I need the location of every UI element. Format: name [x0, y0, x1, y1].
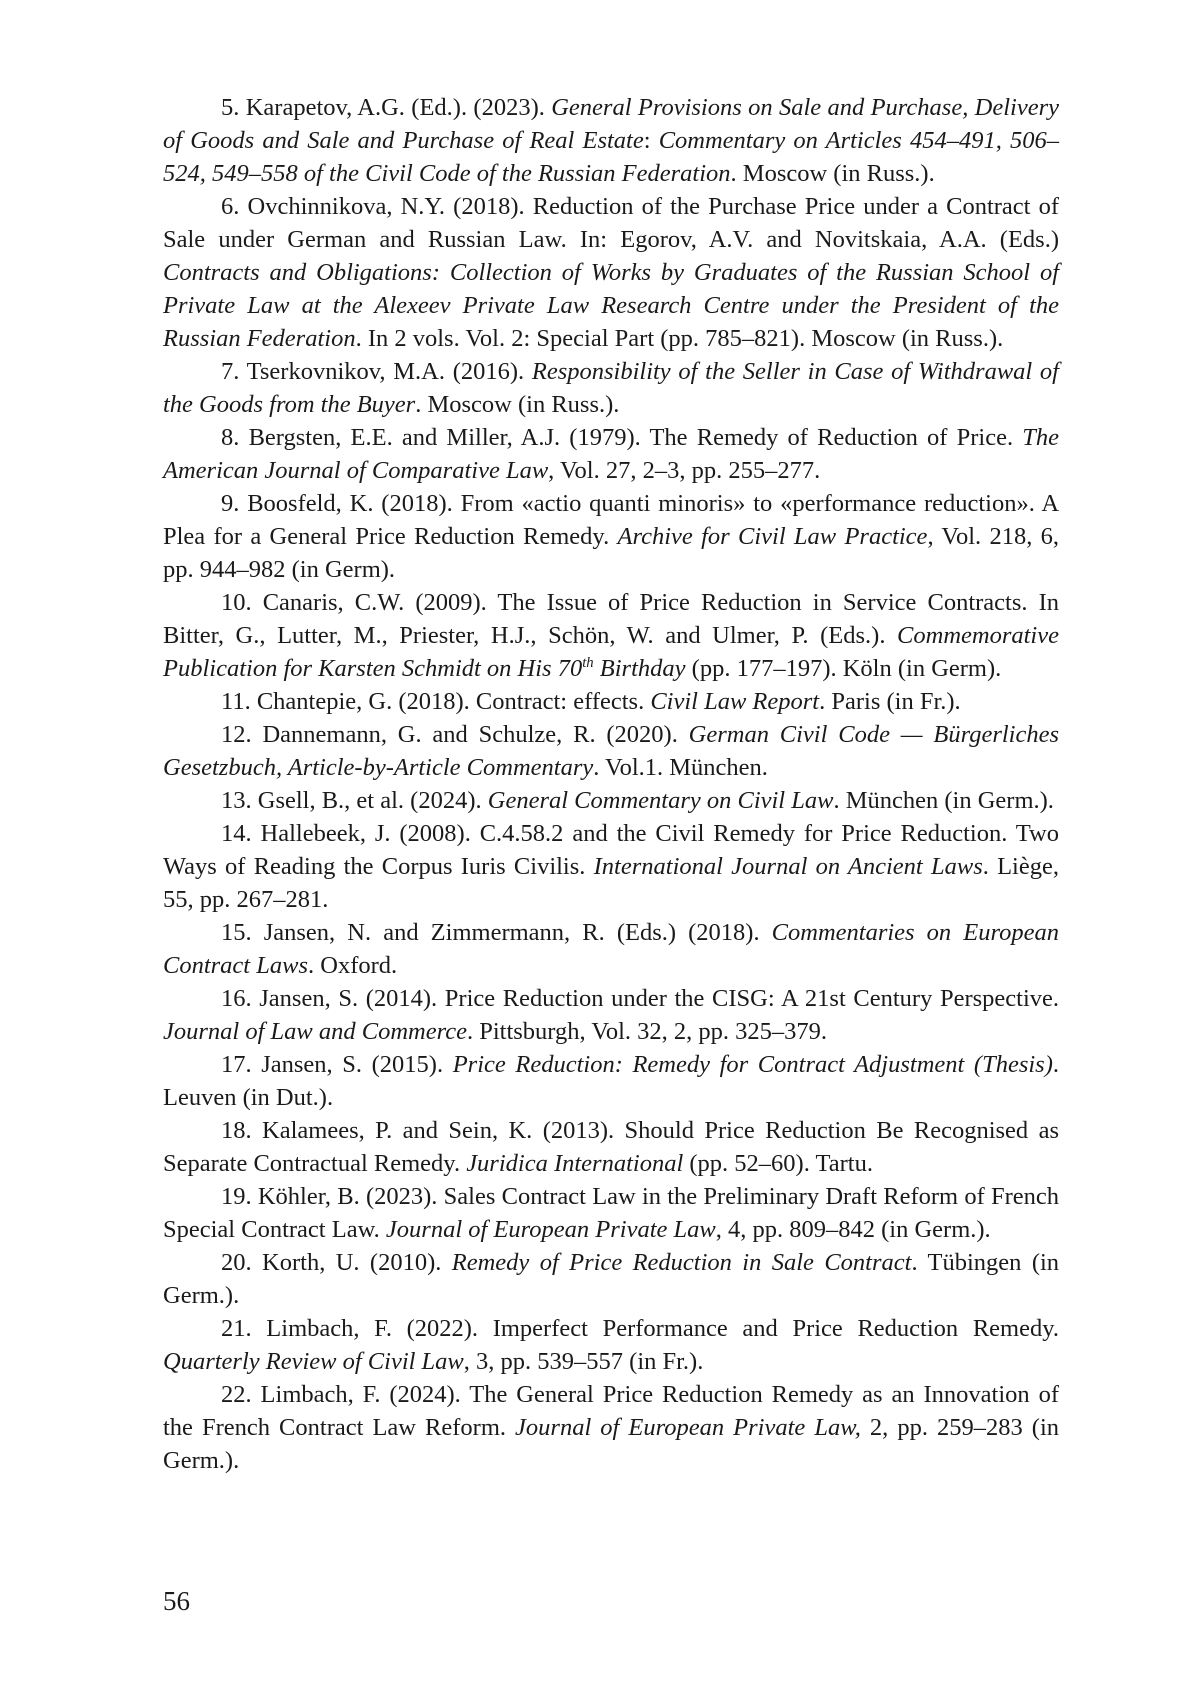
reference-item	[163, 421, 1059, 487]
reference-item	[163, 190, 1059, 355]
reference-item	[163, 355, 1059, 421]
reference-number: 14.	[221, 820, 252, 847]
reference-title: Journal of Law and Commerce	[163, 1018, 467, 1045]
reference-text: :	[644, 127, 659, 154]
reference-text: Chantepie, G. (2018). Contract: effects.	[257, 688, 650, 715]
reference-number: 12.	[221, 721, 252, 748]
reference-text: Bergsten, E.E. and Miller, A.J. (1979). The Remedy of Reduction of Price.	[249, 424, 1023, 451]
reference-title: Remedy of Price Reduction in Sale Contract	[452, 1249, 912, 1276]
reference-text: Jansen, S. (2015).	[261, 1051, 452, 1078]
reference-number: 10.	[221, 589, 252, 616]
reference-title: Responsibility of the Seller in Case of Withdrawal of the Goods from the Buyer	[163, 358, 1059, 418]
reference-text: . Oxford.	[308, 952, 397, 979]
reference-number: 15.	[221, 919, 252, 946]
reference-number: 11.	[221, 688, 251, 715]
page-number: 56	[163, 1586, 190, 1616]
reference-title: Civil Law Report	[650, 688, 819, 715]
reference-text: . Moscow (in Russ.).	[731, 160, 935, 187]
reference-number: 20.	[221, 1249, 252, 1276]
reference-item	[163, 685, 1059, 718]
reference-text: , 3, pp. 539–557 (in Fr.).	[464, 1348, 704, 1375]
reference-title: Commemorative Publication for Karsten Schmidt on His 70	[163, 622, 1059, 682]
reference-text: Karapetov, A.G. (Ed.). (2023).	[246, 94, 551, 121]
reference-number: 16.	[221, 985, 252, 1012]
reference-title: Quarterly Review of Civil Law	[163, 1348, 464, 1375]
reference-text: Korth, U. (2010).	[262, 1249, 452, 1276]
reference-item	[163, 1312, 1059, 1378]
reference-title: General Provisions on Sale and Purchase, Delivery of Goods and Sale and Purchase of Real Estate	[163, 94, 1059, 154]
reference-number: 21.	[221, 1315, 252, 1342]
reference-title: The American Journal of Comparative Law	[163, 424, 1059, 484]
reference-text: Jansen, S. (2014). Price Reduction under the CISG: A 21st Century Perspective.	[259, 985, 1059, 1012]
reference-title: Commentaries on European Contract Laws	[163, 919, 1059, 979]
reference-text: Limbach, F. (2024). The General Price Reduction Remedy as an Innovation of the French Contract Law Reform.	[163, 1381, 1059, 1441]
reference-number: 18.	[221, 1117, 252, 1144]
reference-title: International Journal on Ancient Laws	[594, 853, 983, 880]
reference-text: Boosfeld, K. (2018). From «actio quanti minoris» to «performance reduction». A Plea for a General Price Reduction Remedy.	[163, 490, 1059, 550]
reference-text: Köhler, B. (2023). Sales Contract Law in the Preliminary Draft Reform of French Special Contract Law.	[163, 1183, 1059, 1243]
reference-item	[163, 718, 1059, 784]
reference-title: Price Reduction: Remedy for Contract Adjustment (Thesis)	[453, 1051, 1053, 1078]
reference-number: 9.	[221, 490, 239, 517]
reference-text: , Vol. 218, 6, pp. 944–982 (in Germ).	[163, 523, 1059, 583]
reference-title: Contracts and Obligations: Collection of Works by Graduates of the Russian School of Private Law at the Alexeev Private Law Research Centre under the President of the Russian Federation	[163, 259, 1059, 352]
reference-number: 13.	[221, 787, 252, 814]
reference-item	[163, 487, 1059, 586]
reference-text: Dannemann, G. and Schulze, R. (2020).	[262, 721, 688, 748]
reference-number: 22.	[221, 1381, 252, 1408]
reference-text: Limbach, F. (2022). Imperfect Performance and Price Reduction Remedy.	[266, 1315, 1059, 1342]
reference-item	[163, 1378, 1059, 1477]
reference-number: 19.	[221, 1183, 252, 1210]
reference-number: 17.	[221, 1051, 252, 1078]
reference-list	[163, 91, 1059, 1477]
reference-item	[163, 982, 1059, 1048]
reference-title: Archive for Civil Law Practice	[618, 523, 928, 550]
reference-text: . München (in Germ.).	[833, 787, 1053, 814]
reference-title: Commentary on Articles 454–491, 506–524, 549–558 of the Civil Code of the Russian Federation	[163, 127, 1059, 187]
reference-text: . In 2 vols. Vol. 2: Special Part (pp. 785–821). Moscow (in Russ.).	[356, 325, 1004, 352]
reference-text: Canaris, C.W. (2009). The Issue of Price Reduction in Service Contracts. In Bitter, G., Lutter, M., Priester, H.J., Schön, W. and Ulmer, P. (Eds.).	[163, 589, 1059, 649]
reference-item	[163, 916, 1059, 982]
reference-title: Juridica International	[466, 1150, 683, 1177]
reference-text: . Vol.1. München.	[593, 754, 768, 781]
reference-text: 2, pp. 259–283 (in Germ.).	[163, 1414, 1059, 1474]
reference-number: 7.	[221, 358, 239, 385]
reference-text: . Liège, 55, pp. 267–281.	[163, 853, 1059, 913]
reference-item	[163, 586, 1059, 685]
reference-text: . Moscow (in Russ.).	[415, 391, 619, 418]
reference-text: Tserkovnikov, M.A. (2016).	[247, 358, 532, 385]
reference-item	[163, 784, 1059, 817]
reference-item	[163, 1246, 1059, 1312]
reference-text: (pp. 177–197). Köln (in Germ).	[686, 655, 1002, 682]
reference-number: 5.	[221, 94, 239, 121]
reference-text: Gsell, B., et al. (2024).	[258, 787, 488, 814]
reference-text: Hallebeek, J. (2008). C.4.58.2 and the Civil Remedy for Price Reduction. Two Ways of Reading the Corpus Iuris Civilis.	[163, 820, 1059, 880]
reference-title: Journal of European Private Law,	[515, 1414, 861, 1441]
reference-text: . Paris (in Fr.).	[819, 688, 961, 715]
reference-number: 8.	[221, 424, 239, 451]
reference-item	[163, 1180, 1059, 1246]
reference-title: Journal of European Private Law	[386, 1216, 716, 1243]
reference-text: , Vol. 27, 2–3, pp. 255–277.	[548, 457, 820, 484]
reference-text: Jansen, N. and Zimmermann, R. (Eds.) (2018).	[264, 919, 772, 946]
reference-text: . Tübingen (in Germ.).	[163, 1249, 1059, 1309]
reference-number: 6.	[221, 193, 239, 220]
reference-text: . Leuven (in Dut.).	[163, 1051, 1059, 1111]
reference-item	[163, 1114, 1059, 1180]
reference-item	[163, 91, 1059, 190]
reference-item	[163, 1048, 1059, 1114]
reference-title: German Civil Code — Bürgerliches Gesetzbuch, Article-by-Article Commentary	[163, 721, 1059, 781]
reference-title: General Commentary on Civil Law	[488, 787, 834, 814]
reference-item	[163, 817, 1059, 916]
reference-text: , 4, pp. 809–842 (in Germ.).	[716, 1216, 991, 1243]
reference-text: Ovchinnikova, N.Y. (2018). Reduction of the Purchase Price under a Contract of Sale under German and Russian Law. In: Egorov, A.V. and Novitskaia, A.A. (Eds.)	[163, 193, 1059, 253]
reference-text: . Pittsburgh, Vol. 32, 2, pp. 325–379.	[467, 1018, 827, 1045]
reference-title-superscript: th	[582, 655, 593, 671]
reference-text: Kalamees, P. and Sein, K. (2013). Should Price Reduction Be Recognised as Separate Contractual Remedy.	[163, 1117, 1059, 1177]
reference-title: Birthday	[594, 655, 686, 682]
reference-text: (pp. 52–60). Tartu.	[683, 1150, 873, 1177]
